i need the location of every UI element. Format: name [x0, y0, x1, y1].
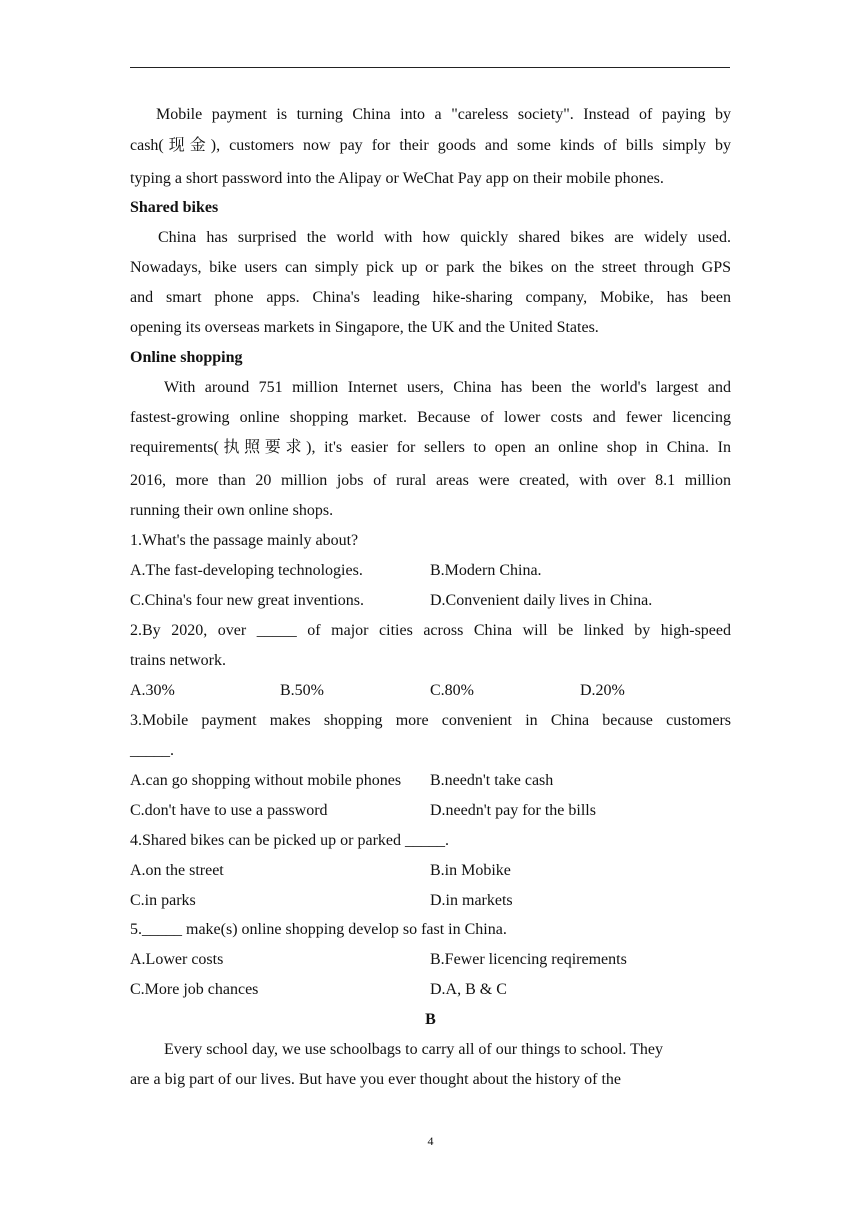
- option-d: D.20%: [580, 682, 625, 699]
- paragraph-line: With around 751 million Internet users, China has been the world's largest and: [164, 379, 731, 396]
- question-stem: _____.: [130, 742, 174, 759]
- question-stem: 4.Shared bikes can be picked up or parked _____.: [130, 832, 450, 849]
- option-b: B.50%: [280, 682, 324, 699]
- option-a: A.30%: [130, 682, 175, 699]
- option-b: B.Modern China.: [430, 562, 542, 579]
- paragraph-line: Nowadays, bike users can simply pick up or park the bikes on the street through GPS: [130, 259, 731, 276]
- option-a: A.The fast-developing technologies.: [130, 562, 363, 579]
- paragraph-line: Mobile payment is turning China into a "careless society". Instead of paying by: [156, 106, 731, 123]
- section-label: B: [425, 1011, 436, 1028]
- question-stem: 1.What's the passage mainly about?: [130, 532, 359, 549]
- question-stem: 2.By 2020, over _____ of major cities across China will be linked by high-speed: [130, 622, 731, 639]
- paragraph-line: China has surprised the world with how quickly shared bikes are widely used.: [158, 229, 731, 246]
- paragraph-line: cash(现金), customers now pay for their goods and some kinds of bills simply by: [130, 137, 731, 154]
- option-c: C.in parks: [130, 892, 196, 909]
- option-d: D.Convenient daily lives in China.: [430, 592, 653, 609]
- option-c: C.China's four new great inventions.: [130, 592, 364, 609]
- option-b: B.Fewer licencing reqirements: [430, 951, 627, 968]
- page-number: 4: [427, 1134, 434, 1148]
- question-stem: 5._____ make(s) online shopping develop so fast in China.: [130, 921, 507, 938]
- option-b: B.needn't take cash: [430, 772, 554, 789]
- paragraph-line: fastest-growing online shopping market. Because of lower costs and fewer licencing: [130, 409, 731, 426]
- paragraph-line: are a big part of our lives. But have you ever thought about the history of the: [130, 1071, 621, 1088]
- option-c: C.More job chances: [130, 981, 259, 998]
- option-a: A.can go shopping without mobile phones: [130, 772, 402, 789]
- question-stem: trains network.: [130, 652, 226, 669]
- option-a: A.Lower costs: [130, 951, 224, 968]
- paragraph-line: Every school day, we use schoolbags to carry all of our things to school. They: [164, 1041, 663, 1058]
- section-heading: Shared bikes: [130, 199, 219, 216]
- option-a: A.on the street: [130, 862, 224, 879]
- option-c: C.don't have to use a password: [130, 802, 328, 819]
- paragraph-line: 2016, more than 20 million jobs of rural areas were created, with over 8.1 million: [130, 472, 731, 489]
- paragraph-line: and smart phone apps. China's leading hike-sharing company, Mobike, has been: [130, 289, 731, 306]
- option-b: B.in Mobike: [430, 862, 511, 879]
- option-d: D.A, B & C: [430, 981, 507, 998]
- section-heading: Online shopping: [130, 349, 243, 366]
- option-d: D.needn't pay for the bills: [430, 802, 596, 819]
- paragraph-line: opening its overseas markets in Singapore, the UK and the United States.: [130, 319, 599, 336]
- paragraph-line: typing a short password into the Alipay or WeChat Pay app on their mobile phones.: [130, 170, 664, 187]
- header-rule: [130, 67, 730, 68]
- option-d: D.in markets: [430, 892, 513, 909]
- question-stem: 3.Mobile payment makes shopping more convenient in China because customers: [130, 712, 731, 729]
- option-c: C.80%: [430, 682, 474, 699]
- paragraph-line: running their own online shops.: [130, 502, 334, 519]
- paragraph-line: requirements(执照要求), it's easier for sellers to open an online shop in China. In: [130, 439, 731, 456]
